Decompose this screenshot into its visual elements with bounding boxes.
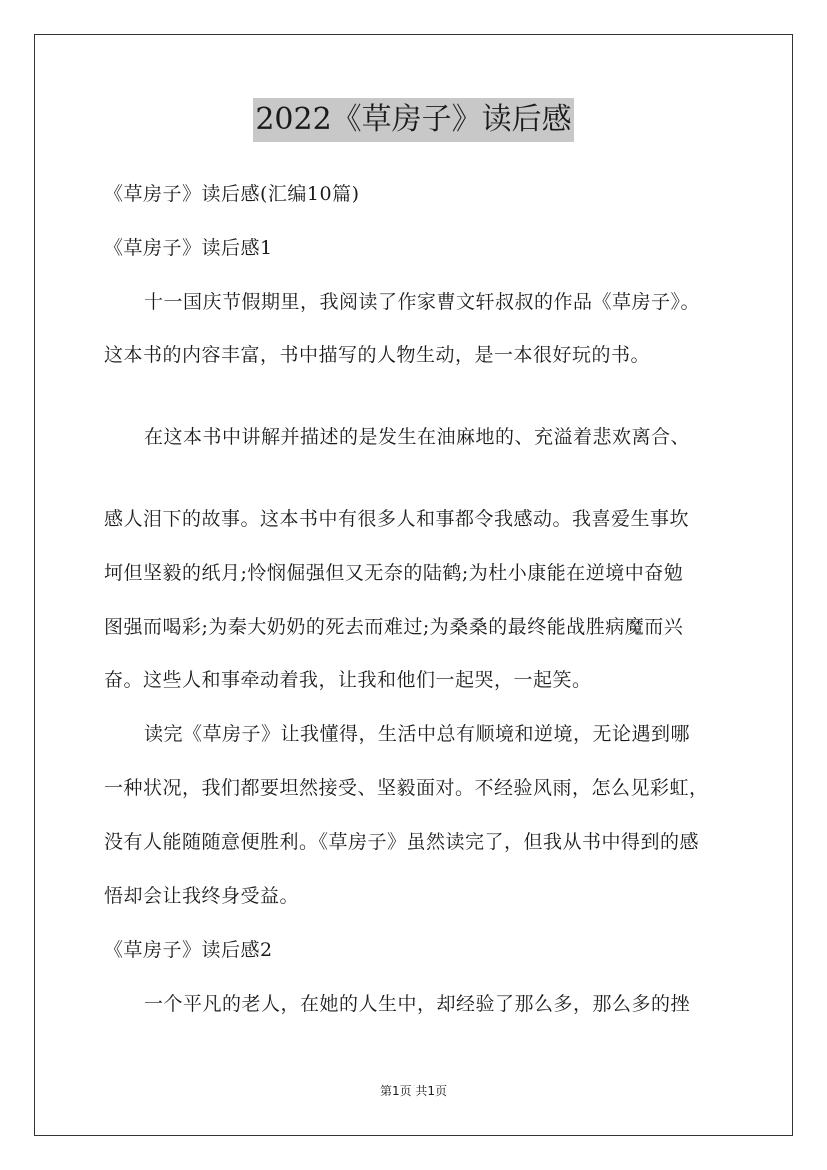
paragraph-line: 没有人能随随意便胜利。《草房子》虽然读完了，但我从书中得到的感 <box>104 831 700 853</box>
paragraph-line: 奋。这些人和事牵动着我，让我和他们一起哭，一起笑。 <box>104 669 592 691</box>
page-number: 第1页 共1页 <box>379 1084 448 1098</box>
document-title: 2022《草房子》读后感 <box>253 98 573 142</box>
paragraph-line: 读完《草房子》让我懂得，生活中总有顺境和逆境，无论遇到哪 <box>144 723 691 745</box>
paragraph-line: 这本书的内容丰富，书中描写的人物生动，是一本很好玩的书。 <box>104 344 651 366</box>
page-footer <box>0 1082 827 1099</box>
paragraph-line: 图强而喝彩;为秦大奶奶的死去而难过;为桑桑的最终能战胜病魔而兴 <box>104 616 684 638</box>
title-container <box>0 98 827 142</box>
section-heading: 《草房子》读后感1 <box>104 237 273 259</box>
paragraph-line: 悟却会让我终身受益。 <box>104 885 300 907</box>
paragraph-line: 感人泪下的故事。这本书中有很多人和事都令我感动。我喜爱生事坎 <box>104 508 690 530</box>
section-heading: 《草房子》读后感2 <box>104 939 273 961</box>
paragraph-line: 在这本书中讲解并描述的是发生在油麻地的、充溢着悲欢离合、 <box>144 426 691 448</box>
paragraph-line: 坷但坚毅的纸月;怜悯倔强但又无奈的陆鹤;为杜小康能在逆境中奋勉 <box>104 562 684 584</box>
paragraph-line: 一种状况，我们都要坦然接受、坚毅面对。不经验风雨，怎么见彩虹， <box>104 777 709 799</box>
paragraph-line: 十一国庆节假期里，我阅读了作家曹文轩叔叔的作品《草房子》。 <box>144 291 701 313</box>
paragraph-line: 一个平凡的老人，在她的人生中，却经验了那么多，那么多的挫 <box>144 993 691 1015</box>
subtitle: 《草房子》读后感(汇编10篇) <box>104 183 360 205</box>
